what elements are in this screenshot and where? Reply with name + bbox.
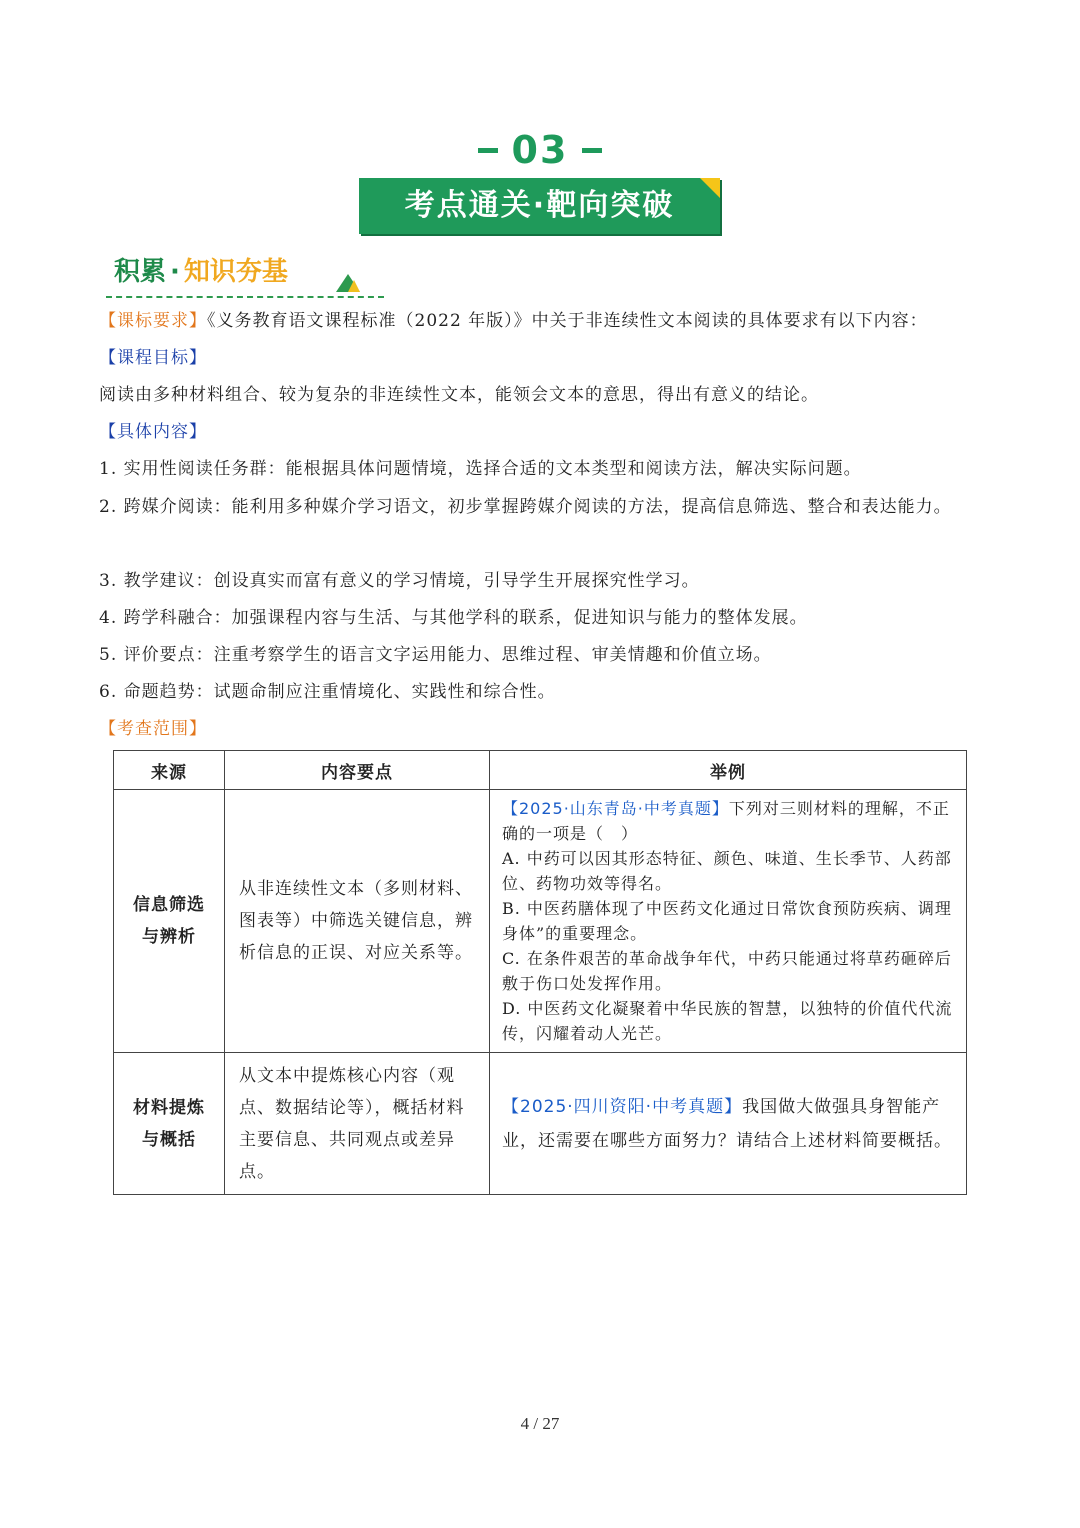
row2-example-text: 我国做大做强具身智能产业，还需要在哪些方面努力？请结合上述材料简要概括。 [502,1096,952,1151]
dash-left-icon [478,148,498,153]
row1-example-question [502,796,954,846]
row1-source [114,790,225,1053]
subheading-dot: · [170,257,180,287]
header-source: 来源 [114,751,225,790]
content-item-2: 2. 跨媒介阅读：能利用多种媒介学习语文，初步掌握跨媒介阅读的方法，提高信息筛选、整合和表达能力。 [99,497,952,517]
section-banner [359,178,720,234]
scope-tag: 【考查范围】 [99,719,207,739]
row1-source-line2: 与辨析 [142,927,196,947]
subheading-part2: 知识夯基 [183,257,288,287]
subheading-underline [106,296,384,298]
row1-option-a: A. 中药可以因其形态特征、颜色、味道、生长季节、人药部位、药物功效等得名。 [502,849,952,893]
row2-source-line1: 材料提炼 [133,1097,205,1118]
table-row [114,790,967,1053]
row1-option-d: D. 中医药文化凝聚着中华民族的智慧，以独特的价值代代流传，闪耀着动人光芒。 [502,999,953,1043]
section-number [0,128,1080,172]
header-points: 内容要点 [225,751,490,790]
row2-source-line2: 与概括 [142,1129,196,1150]
banner-title: 考点通关·靶向突破 [404,188,675,223]
row2-example-tag: 【2025·四川资阳·中考真题】 [502,1096,743,1117]
row2-source [114,1053,225,1195]
goal-tag: 【课程目标】 [99,348,207,368]
content-tag: 【具体内容】 [99,422,207,442]
content-item-3: 3. 教学建议：创设真实而富有意义的学习情境，引导学生开展探究性学习。 [99,571,700,591]
standard-tag: 【课标要求】 [99,311,207,331]
banner-corner-icon [700,178,720,198]
standard-line [99,308,928,334]
content-item-5: 5. 评价要点：注重考察学生的语言文字运用能力、思维过程、审美情趣和价值立场。 [99,645,772,665]
page-number: 4 / 27 [520,1414,560,1433]
mountain-small-icon [348,280,360,292]
content-item-6: 6. 命题趋势：试题命制应注重情境化、实践性和综合性。 [99,682,556,702]
row1-option-c: C. 在条件艰苦的革命战争年代，中药只能通过将草药砸碎后敷于伤口处发挥作用。 [502,949,952,993]
content-item-1: 1. 实用性阅读任务群：能根据具体问题情境，选择合适的文本类型和阅读方法，解决实际问题。 [99,459,862,479]
sub-heading [106,252,386,298]
row2-example [490,1053,967,1195]
scope-table [113,750,967,1195]
content-item-4: 4. 跨学科融合：加强课程内容与生活、与其他学科的联系，促进知识与能力的整体发展。 [99,608,808,628]
table-header-row [114,751,967,790]
row1-example-text: 下列对三则材料的理解，不正确的一项是（ ） [502,799,950,843]
goal-text: 阅读由多种材料组合、较为复杂的非连续性文本，能领会文本的意思，得出有意义的结论。 [99,385,819,405]
table-row [114,1053,967,1195]
header-example: 举例 [490,751,967,790]
row2-points: 从文本中提炼核心内容（观点、数据结论等），概括材料主要信息、共同观点或差异点。 [225,1053,490,1195]
row1-points: 从非连续性文本（多则材料、图表等）中筛选关键信息，辨析信息的正误、对应关系等。 [225,790,490,1053]
row1-option-b: B. 中医药膳体现了中医药文化通过日常饮食预防疾病、调理身体”的重要理念。 [502,899,952,943]
subheading-part1: 积累 [114,257,167,287]
row1-example [490,790,967,1053]
standard-text: 《义务教育语文课程标准（2022 年版）》中关于非连续性文本阅读的具体要求有以下内容： [207,311,928,331]
dash-right-icon [582,148,602,153]
row1-source-line1: 信息筛选 [133,895,205,915]
row1-example-tag: 【2025·山东青岛·中考真题】 [502,799,729,818]
section-number-text: 03 [511,128,569,172]
